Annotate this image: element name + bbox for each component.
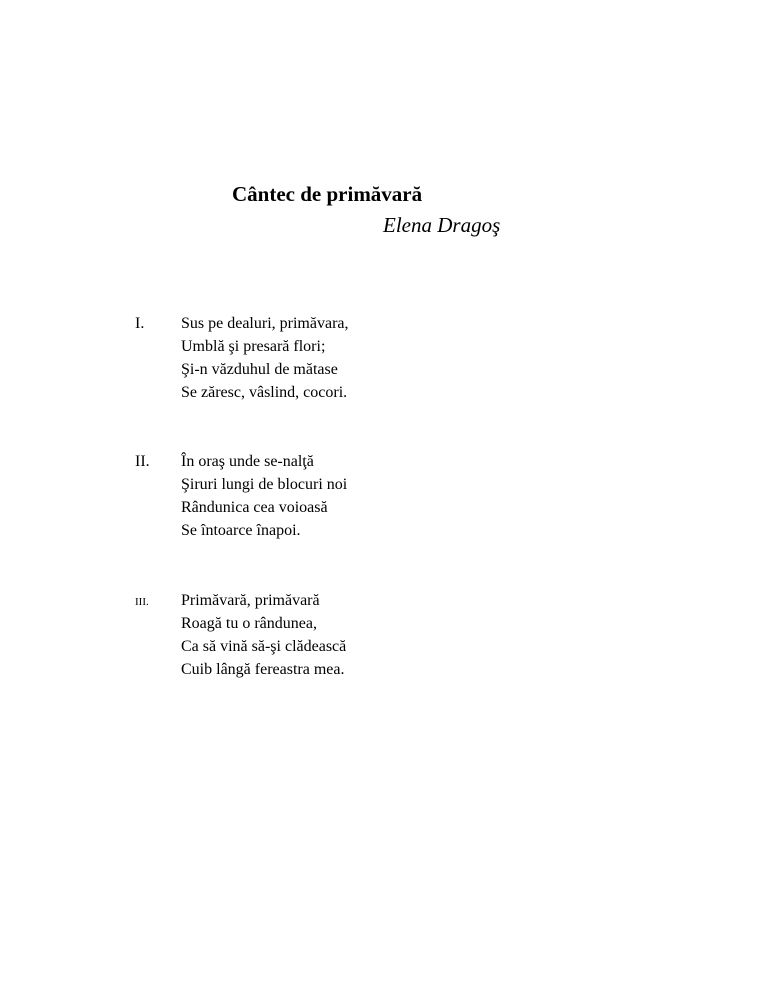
verse-line: Rândunica cea voioasă — [181, 499, 328, 516]
stanza-lines — [181, 312, 349, 404]
poem-title: Cântec de primăvară — [232, 182, 423, 206]
stanza-lines — [181, 450, 347, 542]
verse-line: Cuib lângă fereastra mea. — [181, 661, 345, 678]
verse-line: Se întoarce înapoi. — [181, 522, 301, 539]
stanza-lines — [181, 589, 346, 681]
verse-line: Primăvară, primăvară — [181, 592, 320, 609]
verse-line: Se zăresc, vâslind, cocori. — [181, 384, 348, 401]
stanza-numeral: II. — [135, 453, 150, 470]
verse-line: Roagă tu o rândunea, — [181, 615, 317, 632]
verse-line: Şiruri lungi de blocuri noi — [181, 476, 348, 493]
verse-line: Ca să vină să-şi clădească — [181, 638, 347, 655]
verse-line: Sus pe dealuri, primăvara, — [181, 315, 349, 332]
verse-line: Şi-n văzduhul de mătase — [181, 361, 338, 378]
verse-line: În oraş unde se-nalţă — [181, 453, 314, 470]
verse-line: Umblă şi presară flori; — [181, 338, 326, 355]
poem-author: Elena Dragoş — [383, 213, 501, 237]
stanza-numeral: I. — [135, 315, 145, 332]
stanza-numeral: III. — [135, 596, 149, 608]
